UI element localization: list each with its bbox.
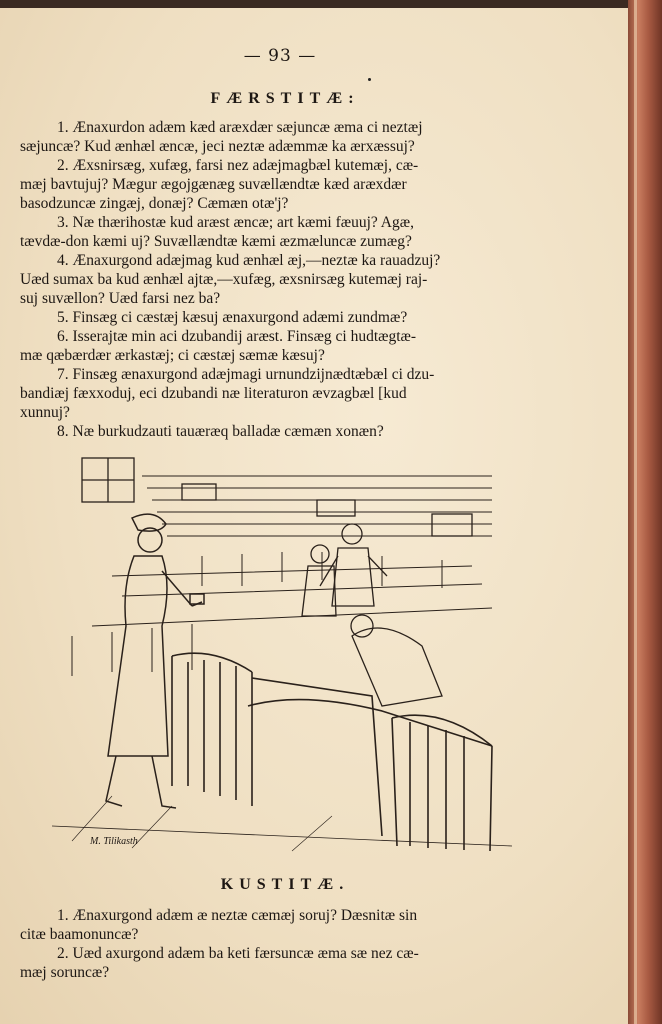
text-line: citæ baamonuncæ? [20, 926, 139, 943]
text-line: 1. Ænaxurgond adæm æ neztæ cæmæj soruj? Dæsnitæ sin [57, 907, 418, 924]
patient-figure [302, 545, 336, 616]
text-line: 5. Finsæg ci cæstæj kæsuj ænaxurgond adæmi zundmæ? [57, 309, 408, 326]
text-line: 1. Ænaxurdon adæm kæd aræxdær sæjuncæ æma ci neztæj [57, 119, 423, 136]
text-line: sæjuncæ? Kud ænhæl æncæ, jeci neztæ adæmmæ ka ærxæssuj? [20, 138, 415, 155]
illustrator-signature: M. Tilikasth [90, 836, 138, 847]
text-line: 2. Uæd axurgond adæm ba keti færsuncæ æma sæ nez cæ- [57, 945, 419, 962]
back-bed-rows [72, 552, 492, 676]
text-line: 7. Finsæg ænaxurgond adæjmagi urnundzijnædtæbæl ci dzu- [57, 366, 435, 383]
hospital-ward-illustration [52, 456, 512, 856]
text-line: 6. Isserajtæ min aci dzubandij aræst. Finsæg ci hudtægtæ- [57, 328, 417, 345]
ink-speck [368, 78, 371, 81]
text-line: suj suvællon? Uæd farsi nez ba? [20, 290, 221, 307]
text-line: bandiæj fæxxoduj, eci dzubandi næ literaturon ævzagbæl [kud [20, 385, 407, 402]
nurse-figure [106, 514, 204, 808]
text-line: 4. Ænaxurgond adæjmag kud ænhæl æj,—neztæ ka rauadzuj? [57, 252, 441, 269]
text-line: mæ qæbærdær ærkastæj; ci cæstæj sæmæ kæsuj? [20, 347, 325, 364]
text-line: 2. Æxsnirsæg, xufæg, farsi nez adæjmagbæl kutemæj, cæ- [57, 157, 419, 174]
book-binding [628, 0, 662, 1024]
tasks-block [0, 906, 540, 982]
section-title-tasks: KUSTITÆ. [220, 876, 350, 893]
leaning-nurse-figure [351, 615, 442, 706]
foreground-bed [172, 653, 492, 836]
page-number: — 93 — [243, 46, 317, 66]
text-line: mæj bavtujuj? Mægur ægojgænæg suvællændtæ kæd aræxdær [20, 176, 407, 193]
text-line: 3. Næ thærihostæ kud aræst æncæ; art kæmi fæuuj? Agæ, [57, 214, 414, 231]
questions-block [0, 118, 540, 441]
text-line: 8. Næ burkudzauti tauæræq balladæ cæmæn xonæn? [57, 423, 384, 440]
text-line: mæj soruncæ? [20, 964, 110, 981]
book-page [0, 8, 630, 1024]
text-line: basodzuncæ zingæj, donæj? Cæmæn otæ'j? [20, 195, 289, 212]
text-line: xunnuj? [20, 404, 70, 421]
right-bed [392, 715, 492, 851]
text-line: tævdæ-don kæmi uj? Suvællændtæ kæmi æzmæluncæ zumæg? [20, 233, 412, 250]
text-line: Uæd sumax ba kud ænhæl ajtæ,—xufæg, æxsnirsæg kutemæj raj- [20, 271, 428, 288]
section-title-questions: FÆRSTITÆ: [210, 90, 360, 107]
